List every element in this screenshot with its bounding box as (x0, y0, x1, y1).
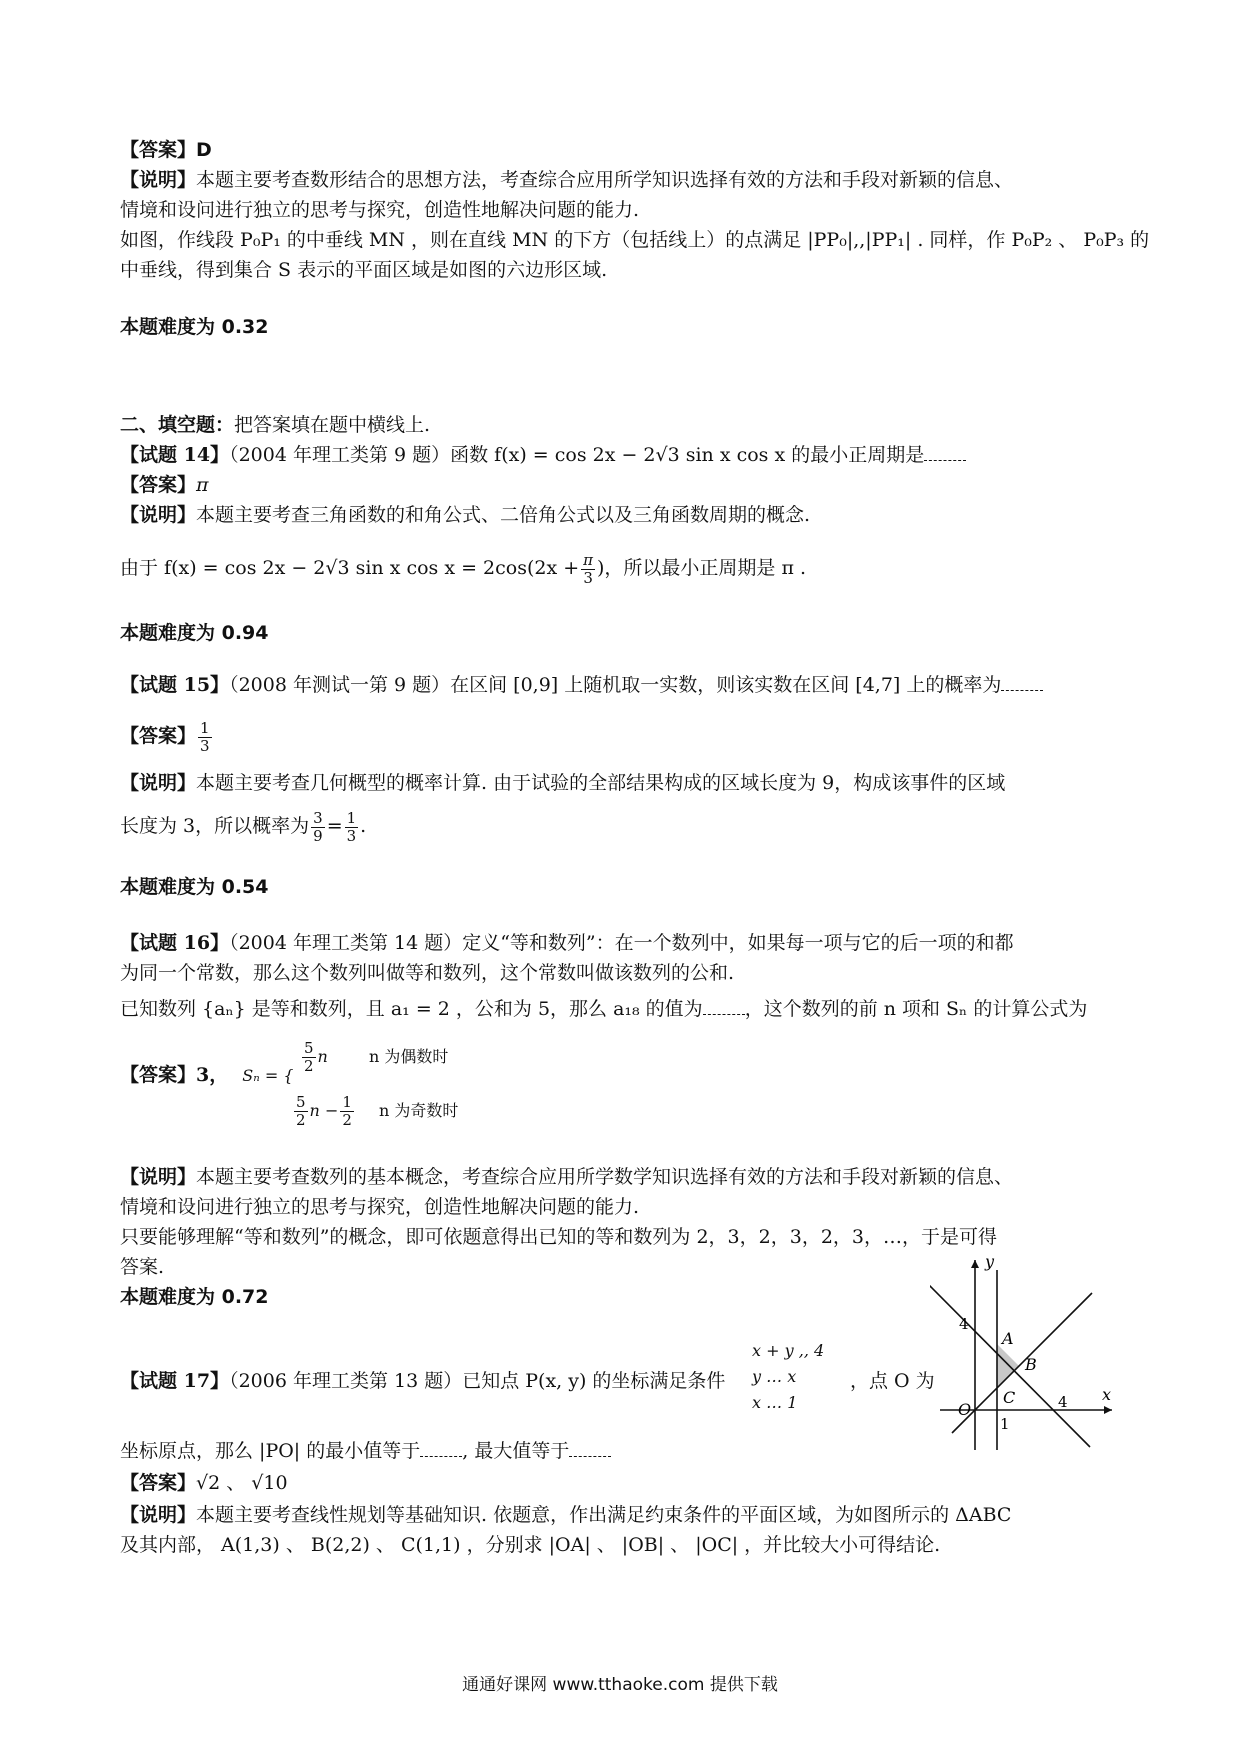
fraction: $\frac{1}{3}$ (346, 808, 357, 845)
y-tick-4: 4 (959, 1315, 969, 1333)
fraction: $\frac{1}{3}$ (200, 718, 210, 755)
answer-blank (703, 996, 745, 1015)
triangle-abc-region (997, 1344, 1019, 1388)
fraction: $\frac{5}{2}$ (296, 1093, 306, 1129)
point-b-label: B (1025, 1355, 1037, 1374)
explanation-14: 【说明】本题主要考查三角函数的和角公式、二倍角公式以及三角函数周期的概念. (120, 504, 811, 526)
question-16-line3: 已知数列 {aₙ} 是等和数列，且 a₁ = 2 ，公和为 5，那么 a₁₈ 的值为 ，这个数列的前 n 项和 Sₙ 的计算公式为 (120, 998, 1088, 1020)
question-17-tail: ，点 O 为 (850, 1370, 935, 1392)
explanation-13-line1: 【说明】本题主要考查数形结合的思想方法，考查综合应用所学知识选择有效的方法和手段对新颖的信息、 (120, 169, 1014, 191)
explanation-17-line2: 及其内部， A(1,3) 、 B(2,2) 、 C(1,1) ，分别求 |OA| 、 |OB| 、 |OC| ，并比较大小可得结论. (120, 1534, 941, 1556)
answer-14: 【答案】π (120, 474, 209, 496)
derivation-14: 由于 f(x) = cos 2x − 2√3 sin x cos x = 2cos(2x + $\frac{\pi}{3}$ )，所以最小正周期是 π . (120, 550, 807, 587)
x-axis-arrow-icon (1104, 1406, 1112, 1414)
answer-13: 【答案】D (120, 139, 212, 161)
difficulty-16: 本题难度为 0.72 (120, 1286, 269, 1308)
explanation-13-line2: 情境和设问进行独立的思考与探究，创造性地解决问题的能力. (120, 199, 640, 221)
x-tick-4: 4 (1058, 1393, 1068, 1411)
feasible-region-figure (930, 1255, 1120, 1455)
x-tick-1: 1 (1000, 1415, 1010, 1433)
explanation-16-line1: 【说明】本题主要考查数列的基本概念，考查综合应用所学数学知识选择有效的方法和手段对新颖的信息、 (120, 1166, 1014, 1188)
fraction: $\frac{5}{2}$ (304, 1039, 314, 1075)
explanation-16-line4: 答案. (120, 1256, 165, 1278)
difficulty-15: 本题难度为 0.54 (120, 876, 269, 898)
question-17-line2: 坐标原点，那么 |PO| 的最小值等于 , 最大值等于 (120, 1436, 1120, 1466)
y-axis-arrow-icon (971, 1260, 979, 1268)
y-axis-label: y (985, 1255, 995, 1271)
fraction: $\frac{\pi}{3}$ (583, 550, 594, 587)
x-axis-label: x (1102, 1385, 1112, 1404)
explanation-13-line3: 如图，作线段 P₀P₁ 的中垂线 MN ，则在直线 MN 的下方（包括线上）的点满足 |PP₀|,,|PP₁| . 同样，作 P₀P₂ 、 P₀P₃ 的 (120, 229, 1150, 251)
explanation-17-line1: 【说明】本题主要考查线性规划等基础知识. 依题意，作出满足约束条件的平面区域，为如图所示的 ΔABC (120, 1504, 1012, 1526)
answer-blank (569, 1438, 611, 1457)
page-footer: 通通好课网 www.tthaoke.com 提供下载 (462, 1675, 778, 1695)
answer-15: 【答案】 $\frac{1}{3}$ (120, 718, 210, 755)
fraction: $\frac{3}{9}$ (313, 808, 323, 845)
question-14: 【试题 14】（2004 年理工类第 9 题）函数 f(x) = cos 2x − 2√3 sin x cos x 的最小正周期是 (120, 440, 1120, 470)
origin-label: O (958, 1400, 972, 1419)
explanation-15-line2: 长度为 3，所以概率为 $\frac{3}{9}$ = $\frac{1}{3}$ . (120, 808, 367, 845)
answer-16: 【答案】3， Sₙ = { (120, 1064, 294, 1086)
difficulty-14: 本题难度为 0.94 (120, 622, 269, 644)
answer-blank (1001, 672, 1043, 691)
question-16-line2: 为同一个常数，那么这个数列叫做等和数列，这个常数叫做该数列的公和. (120, 962, 735, 984)
answer-blank (420, 1438, 462, 1457)
piecewise-case-1: $\frac{5}{2}$ n n 为偶数时 (304, 1039, 449, 1075)
line-y-eq-x (952, 1293, 1092, 1433)
explanation-16-line2: 情境和设问进行独立的思考与探究，创造性地解决问题的能力. (120, 1196, 640, 1218)
explanation-13-line4: 中垂线，得到集合 S 表示的平面区域是如图的六边形区域. (120, 259, 608, 281)
question-17-line1: 【试题 17】（2006 年理工类第 13 题）已知点 P(x, y) 的坐标满足条件 (120, 1370, 726, 1392)
section-2-heading: 二、填空题：把答案填在题中横线上. (120, 414, 431, 436)
explanation-15-line1: 【说明】本题主要考查几何概型的概率计算. 由于试验的全部结果构成的区域长度为 9，构成该事件的区域 (120, 772, 1006, 794)
explanation-16-line3: 只要能够理解“等和数列”的概念，即可依题意得出已知的等和数列为 2，3，2，3，2，3，…，于是可得 (120, 1226, 997, 1248)
question-16-line1: 【试题 16】（2004 年理工类第 14 题）定义“等和数列”：在一个数列中，如果每一项与它的后一项的和都 (120, 932, 1014, 954)
answer-17: 【答案】√2 、 √10 (120, 1472, 288, 1494)
answer-blank (924, 442, 966, 461)
difficulty-13: 本题难度为 0.32 (120, 316, 269, 338)
point-a-label: A (1002, 1329, 1014, 1348)
piecewise-case-2: $\frac{5}{2}$ n − $\frac{1}{2}$ n 为奇数时 (296, 1093, 459, 1129)
constraint-system: x + y ,, 4 y … x x … 1 (752, 1341, 825, 1412)
fraction: $\frac{1}{2}$ (342, 1093, 352, 1129)
question-15: 【试题 15】（2008 年测试一第 9 题）在区间 [0,9] 上随机取一实数，则该实数在区间 [4,7] 上的概率为 (120, 670, 1120, 700)
point-c-label: C (1003, 1388, 1016, 1407)
